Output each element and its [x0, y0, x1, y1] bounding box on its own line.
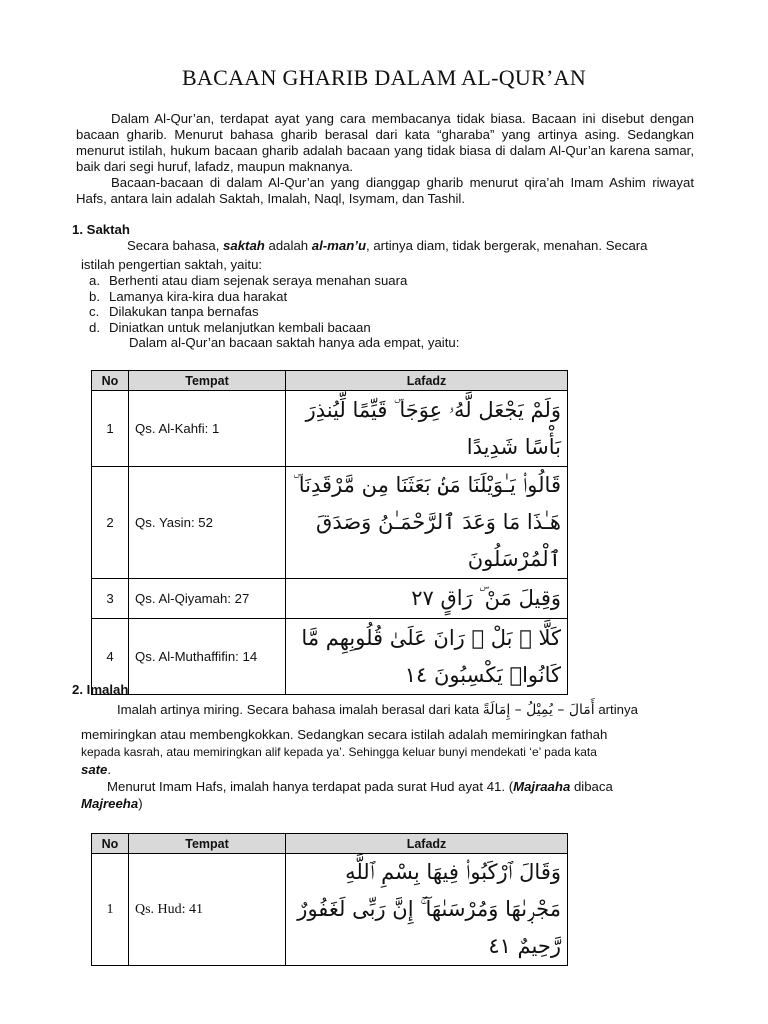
- text-run: artinya: [594, 702, 638, 717]
- saktah-table: [91, 370, 568, 695]
- text-run: Imalah artinya miring. Secara bahasa imalah berasal dari kata: [117, 702, 483, 717]
- cell-no: 1: [92, 854, 129, 966]
- text-run: Secara bahasa,: [127, 238, 224, 253]
- term-sate: sate: [81, 762, 108, 777]
- cell-lafadz: وَقَالَ ٱرْكَبُوا۟ فِيهَا بِسْمِ ٱللَّهِ مَجْرٜىٰهَا وَمُرْسَىٰهَآ ۚ إِنَّ رَبِّى لَغَفُورٌ رَّحِيمٌ ٤١: [286, 854, 568, 966]
- section-heading-imalah: 2. Imalah: [72, 682, 129, 697]
- list-letter: b.: [89, 289, 100, 304]
- list-letter: c.: [89, 304, 100, 319]
- list-text: Lamanya kira-kira dua harakat: [109, 289, 288, 304]
- cell-no: 3: [92, 579, 129, 619]
- cell-tempat: Qs. Hud: 41: [129, 854, 286, 966]
- imalah-line-5: [81, 779, 723, 795]
- intro-paragraph-1: Dalam Al-Qur’an, terdapat ayat yang cara membacanya tidak biasa. Bacaan ini disebut dengan bacaan gharib. Menurut bahasa gharib berasal dari kata “gharaba” yang artinya asing. Sedangkan menurut istilah, hukum bacaan gharib adalah bacaan yang tidak biasa di dalam Al-Qur’an karena samar, baik dari segi huruf, lafadz, maupun maknanya.: [76, 111, 694, 174]
- imalah-line-2: memiringkan atau membengkokkan. Sedangkan secara istilah adalah memiringkan fathah: [81, 727, 608, 742]
- arabic-root-word: أَمَالَ – يُمِيْلُ – إِمَالَةً: [482, 702, 595, 718]
- saktah-definition-line-2: istilah pengertian saktah, yaitu:: [81, 257, 263, 272]
- text-run: dibaca: [570, 779, 613, 794]
- imalah-line-6: [81, 796, 697, 812]
- column-header-no: No: [92, 371, 129, 391]
- table-row: [92, 467, 568, 579]
- imalah-line-4: [81, 762, 697, 778]
- cell-tempat: Qs. Al-Muthaffifin: 14: [129, 619, 286, 695]
- column-header-tempat: Tempat: [129, 371, 286, 391]
- list-letter: d.: [89, 320, 100, 335]
- term-saktah: saktah: [223, 238, 265, 253]
- list-letter: a.: [89, 273, 100, 288]
- saktah-closing-line: Dalam al-Qur’an bacaan saktah hanya ada empat, yaitu:: [129, 335, 460, 350]
- list-text: Dilakukan tanpa bernafas: [109, 304, 259, 319]
- cell-tempat: Qs. Al-Kahfi: 1: [129, 391, 286, 467]
- list-text: Berhenti atau diam sejenak seraya menahan suara: [109, 273, 408, 288]
- cell-tempat: Qs. Yasin: 52: [129, 467, 286, 579]
- term-majreeha: Majreeha: [81, 796, 139, 811]
- imalah-line-1: [81, 702, 733, 718]
- column-header-tempat: Tempat: [129, 834, 286, 854]
- text-run: , artinya diam, tidak bergerak, menahan. Secara: [366, 238, 648, 253]
- cell-lafadz: قَالُوا۟ يَـٰوَيْلَنَا مَنۢ بَعَثَنَا مِن مَّرْقَدِنَا ۜ هَـٰذَا مَا وَعَدَ ٱلرَّحْمَـٰنُ وَصَدَقَ ٱلْمُرْسَلُونَ: [286, 467, 568, 579]
- column-header-no: No: [92, 834, 129, 854]
- table-header-row: [92, 371, 568, 391]
- column-header-lafadz: Lafadz: [286, 371, 568, 391]
- section-heading-saktah: 1. Saktah: [72, 222, 130, 237]
- text-run: ): [138, 796, 143, 811]
- column-header-lafadz: Lafadz: [286, 834, 568, 854]
- cell-lafadz: كَلَّا ۖ بَلْ ۜ رَانَ عَلَىٰ قُلُوبِهِم مَّا كَانُوا۟ يَكْسِبُونَ ١٤: [286, 619, 568, 695]
- imalah-line-3: kepada kasrah, atau memiringkan alif kepada ya’. Sehingga keluar bunyi mendekati ‘e’ pada kata: [81, 745, 597, 759]
- cell-lafadz: وَلَمْ يَجْعَل لَّهُۥ عِوَجَا ۜ قَيِّمًا لِّيُنذِرَ بَأْسًا شَدِيدًا: [286, 391, 568, 467]
- table-row: [92, 619, 568, 695]
- list-item: [89, 304, 259, 320]
- list-item: [89, 320, 371, 336]
- list-item: [89, 289, 287, 305]
- table-row: [92, 391, 568, 467]
- cell-no: 2: [92, 467, 129, 579]
- cell-no: 4: [92, 619, 129, 695]
- text-run: adalah: [264, 238, 312, 253]
- term-majraaha: Majraaha: [513, 779, 571, 794]
- cell-lafadz: وَقِيلَ مَنْ ۜ رَاقٍ ٢٧: [286, 579, 568, 619]
- table-row: [92, 579, 568, 619]
- text-run: Menurut Imam Hafs, imalah hanya terdapat pada surat Hud ayat 41. (: [107, 779, 514, 794]
- page-title: BACAAN GHARIB DALAM AL-QUR’AN: [181, 65, 587, 90]
- table-row: [92, 854, 568, 966]
- list-text: Diniatkan untuk melanjutkan kembali bacaan: [109, 320, 371, 335]
- cell-tempat: Qs. Al-Qiyamah: 27: [129, 579, 286, 619]
- cell-no: 1: [92, 391, 129, 467]
- intro-paragraph-2: Bacaan-bacaan di dalam Al-Qur’an yang dianggap gharib menurut qira’ah Imam Ashim riwayat Hafs, antara lain adalah Saktah, Imalah, Naql, Isymam, dan Tashil.: [76, 175, 694, 206]
- imalah-table: [91, 833, 568, 966]
- term-al-manu: al-man’u: [311, 238, 367, 253]
- text-run: .: [107, 762, 112, 777]
- list-item: [89, 273, 407, 289]
- table-header-row: [92, 834, 568, 854]
- saktah-definition-line-1: [81, 238, 743, 254]
